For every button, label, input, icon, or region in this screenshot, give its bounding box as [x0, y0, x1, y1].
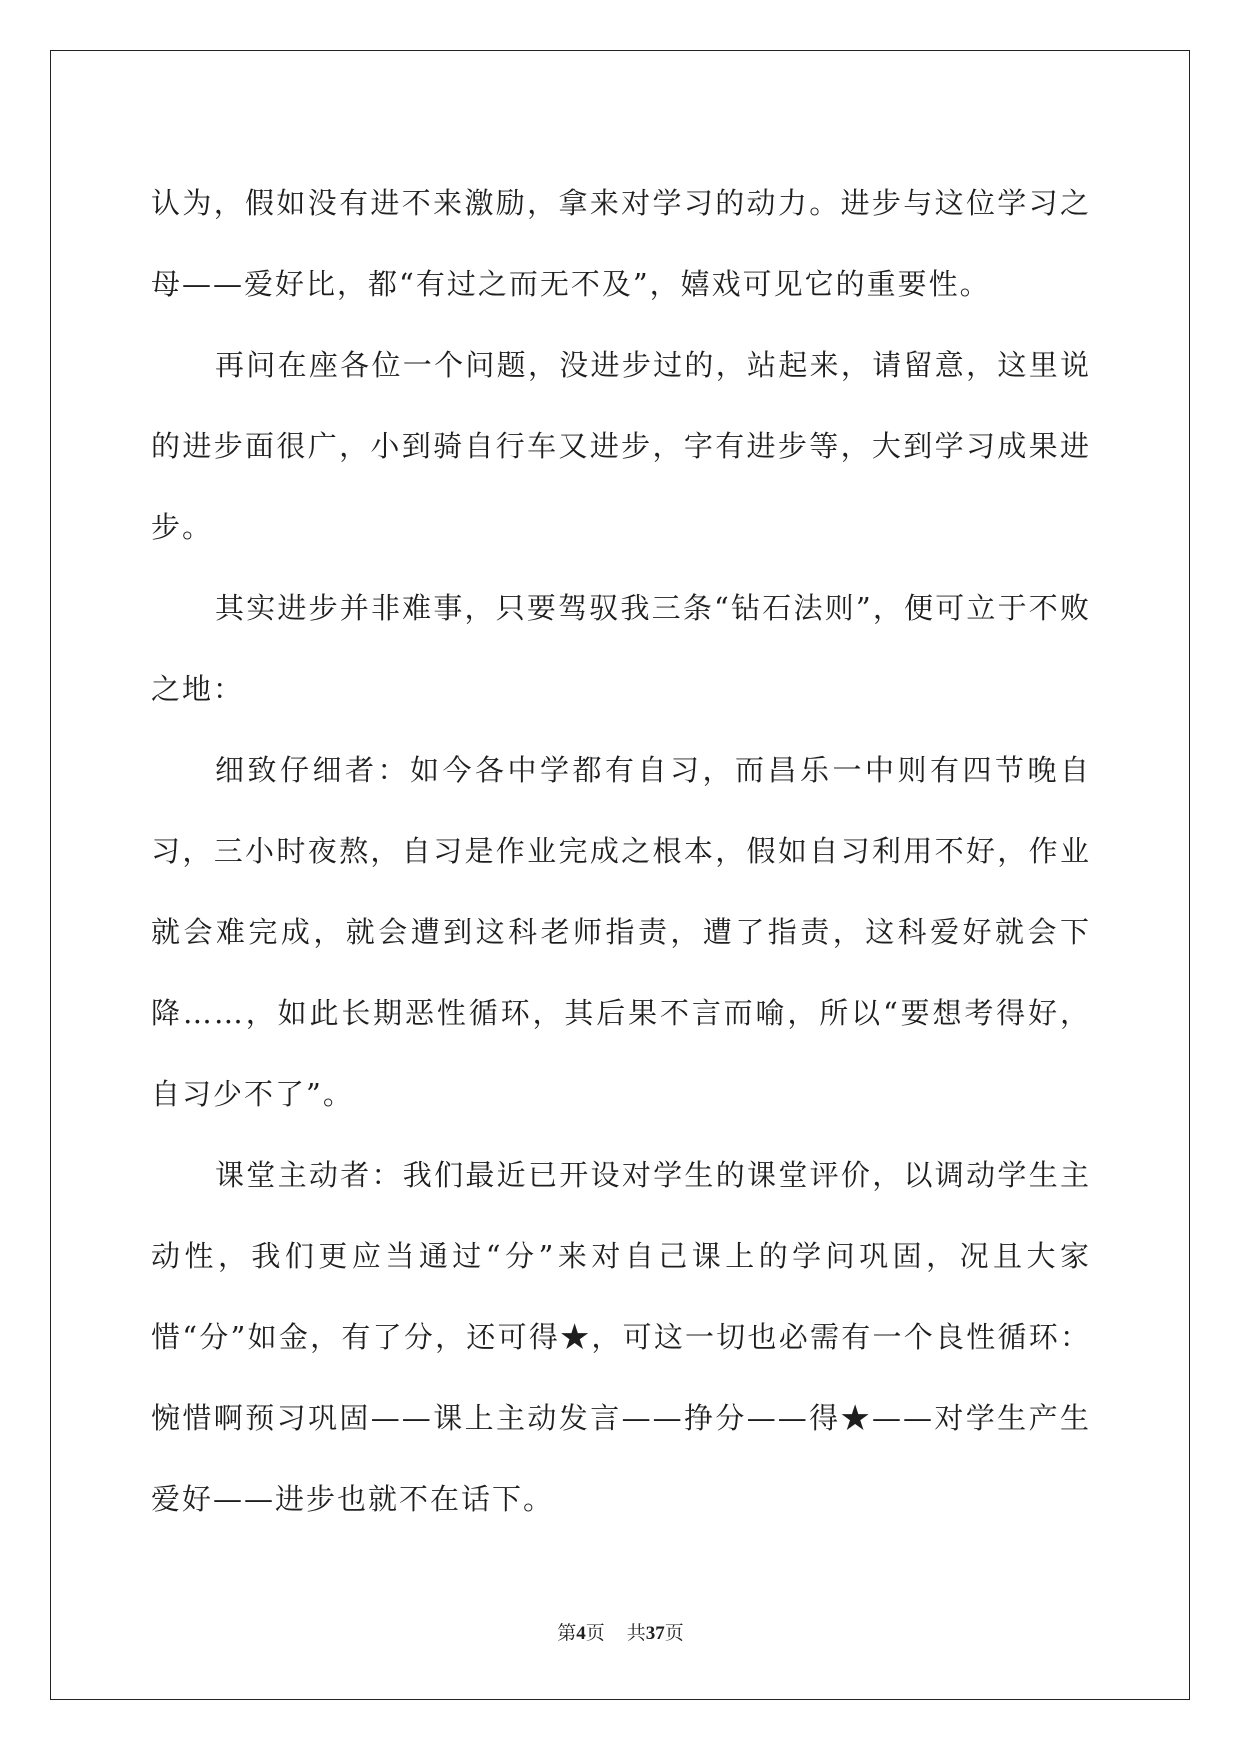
- total-pages: 37: [645, 1623, 665, 1644]
- paragraph-1: 认为，假如没有进不来激励，拿来对学习的动力。进步与这位学习之母——爱好比，都“有过之而无不及”，嬉戏可见它的重要性。: [151, 186, 1091, 301]
- paragraph-5: 课堂主动者：我们最近已开设对学生的课堂评价，以调动学生主动性，我们更应当通过“分”来对自己课上的学问巩固，况且大家惜“分”如金，有了分，还可得★，可这一切也必需有一个良性循环：惋惜啊预习巩固——课上主动发言——挣分——得★——对学生产生爱好——进步也就不在话下。: [151, 1158, 1091, 1516]
- document-body: [151, 163, 1091, 1540]
- paragraph-2: 再问在座各位一个问题，没进步过的，站起来，请留意，这里说的进步面很广，小到骑自行车又进步，字有进步等，大到学习成果进步。: [151, 348, 1091, 544]
- page-label-prefix: 第: [557, 1623, 577, 1644]
- page-label-suffix: 页: [585, 1623, 605, 1644]
- page-number: 4: [576, 1623, 586, 1644]
- total-label-prefix: 共: [626, 1623, 646, 1644]
- page-footer: [0, 1618, 1241, 1645]
- total-label-suffix: 页: [664, 1623, 684, 1644]
- paragraph-3: 其实进步并非难事，只要驾驭我三条“钻石法则”，便可立于不败之地：: [151, 591, 1091, 706]
- paragraph-4: 细致仔细者：如今各中学都有自习，而昌乐一中则有四节晚自习，三小时夜熬，自习是作业完成之根本，假如自习利用不好，作业就会难完成，就会遭到这科老师指责，遭了指责，这科爱好就会下降……，如此长期恶性循环，其后果不言而喻，所以“要想考得好，自习少不了”。: [151, 753, 1091, 1111]
